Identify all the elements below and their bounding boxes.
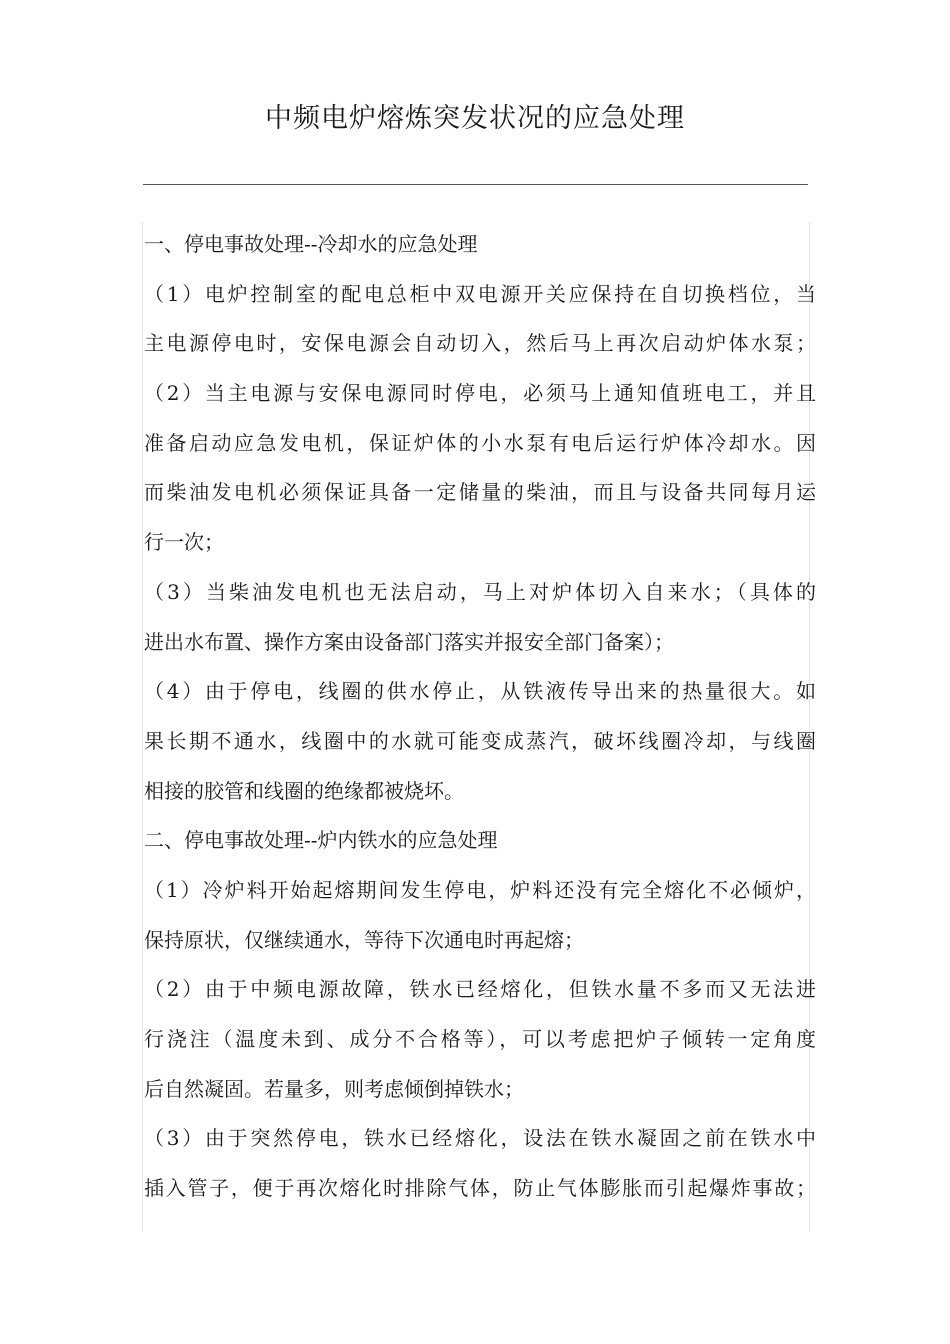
- body-text-line: 而柴油发电机必须保证具备一定储量的柴油，而且与设备共同每月运: [144, 480, 816, 505]
- body-text-line: 主电源停电时，安保电源会自动切入，然后马上再次启动炉体水泵；: [144, 331, 816, 356]
- body-text-line: 保持原状，仅继续通水，等待下次通电时再起熔；: [144, 927, 584, 952]
- body-text-line: （1）冷炉料开始起熔期间发生停电，炉料还没有完全熔化不必倾炉，: [144, 877, 816, 902]
- body-text-line: 行浇注（温度未到、成分不合格等），可以考虑把炉子倾转一定角度: [144, 1027, 816, 1051]
- body-text-line: 行一次；: [144, 530, 224, 555]
- body-text-line: （4）由于停电，线圈的供水停止，从铁液传导出来的热量很大。如: [144, 679, 816, 704]
- body-text-line: 二、停电事故处理--炉内铁水的应急处理: [144, 828, 498, 853]
- body-text-line: 相接的胶管和线圈的绝缘都被烧坏。: [144, 778, 464, 803]
- document-body: [144, 224, 816, 1218]
- body-text-line: 一、停电事故处理--冷却水的应急处理: [144, 232, 478, 256]
- body-text-line: 插入管子，便于再次熔化时排除气体，防止气体膨胀而引起爆炸事故；: [144, 1176, 816, 1201]
- body-text-line: 后自然凝固。若量多，则考虑倾倒掉铁水；: [144, 1076, 524, 1101]
- title-divider: [143, 184, 808, 185]
- body-text-line: 准备启动应急发电机，保证炉体的小水泵有电后运行炉体冷却水。因: [144, 430, 816, 455]
- document-title: 中频电炉熔炼突发状况的应急处理: [265, 103, 685, 134]
- body-text-line: （2）由于中频电源故障，铁水已经熔化，但铁水量不多而又无法进: [144, 977, 816, 1002]
- body-text-line: （3）当柴油发电机也无法启动，马上对炉体切入自来水；（具体的: [144, 579, 816, 604]
- body-text-line: （3）由于突然停电，铁水已经熔化，设法在铁水凝固之前在铁水中: [144, 1126, 816, 1151]
- body-text-line: 果长期不通水，线圈中的水就可能变成蒸汽，破坏线圈冷却，与线圈: [144, 728, 816, 753]
- body-text-line: （2）当主电源与安保电源同时停电，必须马上通知值班电工，并且: [144, 381, 816, 406]
- body-text-line: （1）电炉控制室的配电总柜中双电源开关应保持在自切换档位，当: [144, 281, 816, 306]
- body-text-line: 进出水布置、操作方案由设备部门落实并报安全部门备案）；: [144, 629, 674, 654]
- text-area-left-border: [142, 222, 143, 1232]
